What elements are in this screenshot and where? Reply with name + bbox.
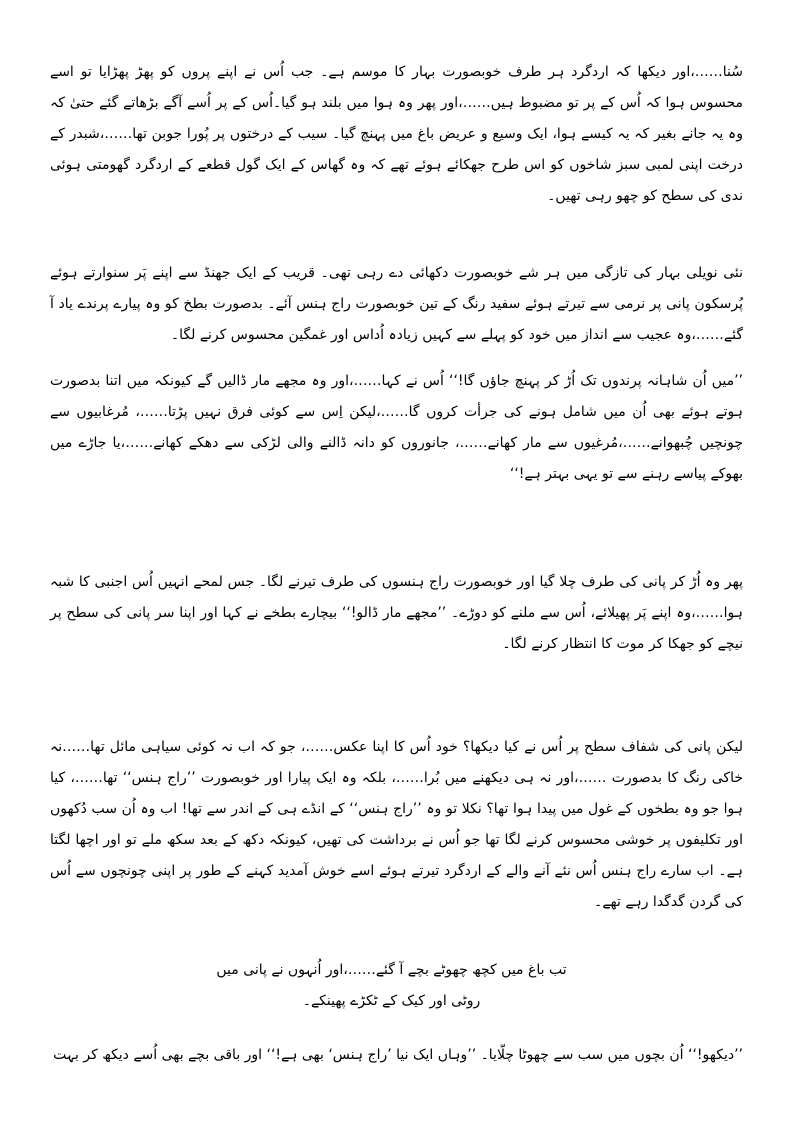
paragraph-2: نئی نویلی بہار کی تازگی میں ہر شے خوبصورت دکھائی دے رہی تھی۔ قریب کے ایک جھنڈ سے اپنے پَر سنوارتے ہوئے پُرسکون پانی پر نرمی سے تیرتے ہوئے سفید رنگ کے تین خوبصورت راج ہنس آئے۔ بدصورت بطخ کو وہ پیارے پرندے یاد آ گئے……،وہ عجیب سے انداز میں خود کو پہلے سے کہیں زیادہ اُداس اور غمگین محسوس کرنے لگا۔ <box>50 265 743 343</box>
paragraph-1: سُنا……،اور دیکھا کہ اردگرد ہر طرف خوبصورت بہار کا موسم ہے۔ جب اُس نے اپنے پروں کو پھڑ پھڑایا تو اسے محسوس ہوا کہ اُس کے پر تو مضبوط ہیں……،اور پھر وہ ہوا میں بلند ہو گیا۔اُس کے پر اُسے آگے بڑھاتے گئے حتیٰ کہ وہ یہ جانے بغیر کہ یہ کیسے ہوا، ایک وسیع و عریض باغ میں پہنچ گیا۔ سیب کے درختوں پر پُورا جوبن تھا……،شبدر کے درخت اپنی لمبی سبز شاخوں کو اس طرح جھکائے ہوئے تھے کہ وہ گھاس کے ایک گول قطعے کے اردگرد گھومتی ہوئی ندی کی سطح کو چھو رہی تھیں۔ <box>50 64 743 204</box>
paragraph-5: لیکن پانی کی شفاف سطح پر اُس نے کیا دیکھا؟ خود اُس کا اپنا عکس……، جو کہ اب نہ کوئی سیاہی مائل تھا……نہ خاکی رنگ کا بدصورت ……،اور نہ ہی دیکھنے میں بُرا……، بلکہ وہ ایک پیارا اور خوبصورت ’’راج ہنس‘‘ تھا……، کیا ہوا جو وہ بطخوں کے غول میں پیدا ہوا تھا؟ نکلا تو وہ ’’راج ہنس‘‘ کے انڈے ہی کے اندر سے تھا! اب وہ اُن سب دُکھوں اور تکلیفوں پر خوشی محسوس کرنے لگا تھا جو اُس نے برداشت کی تھیں، کیونکہ دکھ کے بعد سکھ ملے تو اور اچھا لگتا ہے۔ اب سارے راج ہنس اُس نئے آنے والے کے اردگرد تیرتے ہوئے اسے خوش آمدید کہنے کے طور پر اپنی چونچوں سے اُس کی گردن گدگدا رہے تھے۔ <box>50 739 743 910</box>
paragraph-3: ’’میں اُن شاہانہ پرندوں تک اُڑ کر پہنچ جاؤں گا!‘‘ اُس نے کہا……،اور وہ مجھے مار ڈالیں گے کیونکہ میں اتنا بدصورت ہوتے ہوئے بھی اُن میں شامل ہونے کی جرأت کروں گا……،لیکن اِس سے کوئی فرق نہیں پڑتا……، مُرغابیوں سے چونچیں چُبھوانے……،مُرغیوں سے مار کھانے……، جانوروں کو دانہ ڈالنے والی لڑکی سے دھکے کھانے……،یا جاڑے میں بھوکے پیاسے رہنے سے تو یہی بہتر ہے!‘‘ <box>50 373 743 482</box>
paragraph-4: پھر وہ اُڑ کر پانی کی طرف چلا گیا اور خوبصورت راج ہنسوں کی طرف تیرنے لگا۔ جس لمحے انہیں اُس اجنبی کا شبہ ہوا……،وہ اپنے پَر پھیلائے، اُس سے ملنے کو دوڑے۔ ’’مجھے مار ڈالو!‘‘ بیچارے بطخے نے کہا اور اپنا سر پانی کی سطح پر نیچے کو جھکا کر موت کا انتظار کرنے لگا۔ <box>50 574 743 652</box>
paragraph-7: ’’دیکھو!‘‘ اُن بچوں میں سب سے چھوٹا چلّایا۔ ’’وہاں ایک نیا ’راج ہنس‘ بھی ہے!‘‘ اور باقی بچے بھی اُسے دیکھ کر بہت <box>53 1047 743 1063</box>
paragraph-6: تب باغ میں کچھ چھوٹے بچے آ گئے……،اور اُنہوں نے پانی میں روٹی اور کیک کے ٹکڑے پھینکے۔ <box>216 962 567 1009</box>
